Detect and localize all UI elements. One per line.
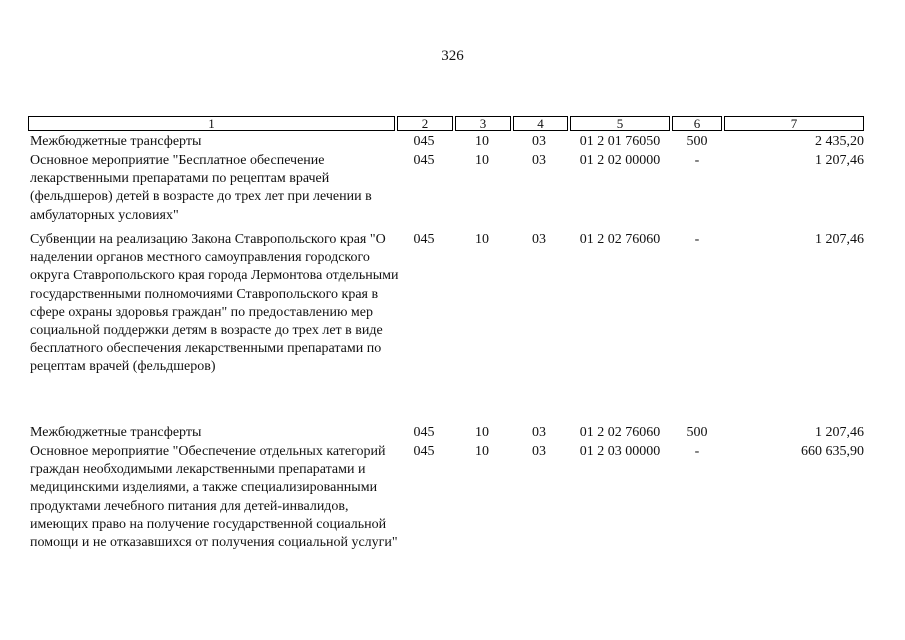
row-col7: 1 207,46 (815, 425, 864, 440)
row-name: Межбюджетные трансферты (30, 425, 202, 440)
row-col2: 045 (413, 425, 435, 440)
header-cell-4: 4 (513, 116, 568, 131)
row-col7: 1 207,46 (815, 153, 864, 168)
row-col5: 01 2 02 76060 (579, 232, 661, 247)
row-col4: 03 (532, 134, 546, 149)
row-col2: 045 (413, 153, 435, 168)
row-name: Субвенции на реализацию Закона Ставропольского края "О наделении органов местного самоуправления городского округа Ставропольского края города Лермонтова отдельными государственными полномочиями Ставропольского края в сфере охраны здоровья граждан" по предоставлению мер социальной поддержки детям в возрасте до трех лет в виде бесплатного обеспечения лекарственными препаратами по рецептам врачей (фельдшеров) (30, 232, 399, 375)
row-col4: 03 (532, 232, 546, 247)
row-col5: 01 2 02 76060 (579, 425, 661, 440)
row-col3: 10 (475, 153, 489, 168)
row-col6: 500 (686, 134, 708, 149)
header-cell-6: 6 (672, 116, 722, 131)
row-col7: 2 435,20 (815, 134, 864, 149)
row-name: Основное мероприятие "Обеспечение отдельных категорий граждан необходимыми лекарственными препаратами и медицинскими изделиями, а также специализированными продуктами лечебного питания для детей-инвалидов, имеющих право на получение государственной социальной помощи и не отказавшихся от получения социальной услуги" (30, 444, 398, 551)
row-col2: 045 (413, 444, 435, 459)
row-col7: 660 635,90 (801, 444, 864, 459)
row-col4: 03 (532, 153, 546, 168)
page-number: 326 (441, 48, 464, 64)
row-col6: - (694, 153, 700, 168)
row-col7: 1 207,46 (815, 232, 864, 247)
row-col5: 01 2 03 00000 (579, 444, 661, 459)
row-col6: 500 (686, 425, 708, 440)
header-cell-2: 2 (397, 116, 453, 131)
row-col5: 01 2 01 76050 (579, 134, 661, 149)
row-col5: 01 2 02 00000 (579, 153, 661, 168)
row-col4: 03 (532, 444, 546, 459)
header-cell-1: 1 (28, 116, 395, 131)
row-col2: 045 (413, 134, 435, 149)
header-cell-3: 3 (455, 116, 511, 131)
header-cell-7: 7 (724, 116, 864, 131)
header-cell-5: 5 (570, 116, 670, 131)
row-col3: 10 (475, 444, 489, 459)
row-col2: 045 (413, 232, 435, 247)
row-col6: - (694, 444, 700, 459)
row-col3: 10 (475, 134, 489, 149)
row-name: Межбюджетные трансферты (30, 134, 202, 149)
row-col4: 03 (532, 425, 546, 440)
row-col3: 10 (475, 232, 489, 247)
row-col6: - (694, 232, 700, 247)
row-col3: 10 (475, 425, 489, 440)
row-name: Основное мероприятие "Бесплатное обеспечение лекарственными препаратами по рецептам врачей (фельдшеров) детей в возрасте до трех лет при лечении в амбулаторных условиях" (30, 153, 372, 223)
